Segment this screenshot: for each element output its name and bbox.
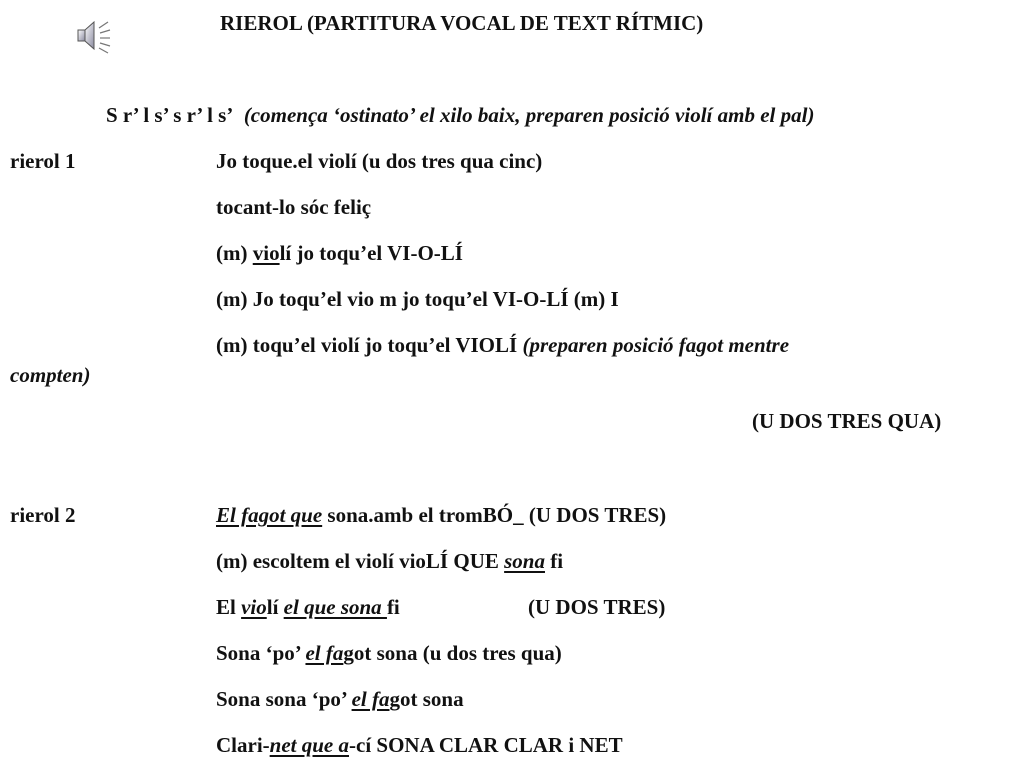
- lyric-segment-underlined: el fa: [351, 687, 390, 711]
- lyric-segment: (m) escoltem el violí vioLÍ QUE: [216, 549, 505, 573]
- lyric-line: [216, 502, 666, 528]
- lyric-line: [216, 640, 562, 666]
- lyric-segment-underlined: net que a: [269, 733, 349, 757]
- lyric-segment-underlined: vio: [241, 595, 267, 619]
- solfege-notes: S r’ l s’ s r’ l s’: [106, 103, 234, 127]
- lyric-segment: (m): [216, 241, 253, 265]
- section-label-rierol-1: rierol 1: [10, 149, 76, 173]
- intro-note: (comença ‘ostinato’ el xilo baix, preparen posició violí amb el pal): [243, 103, 815, 127]
- stage-direction: (preparen posició fagot mentre: [522, 333, 790, 357]
- lyric-segment: (m) toqu’el violí jo toqu’el VIOLÍ: [216, 333, 523, 357]
- lyric-segment: El: [216, 595, 242, 619]
- lyric-line: [216, 240, 463, 266]
- lyric-segment: fi: [544, 549, 564, 573]
- count-in: (U DOS TRES): [528, 595, 666, 619]
- lyric-line: [216, 686, 464, 712]
- lyric-segment-underlined: el que sona: [283, 595, 387, 619]
- lyric-segment: got sona (u dos tres qua): [343, 641, 562, 665]
- speaker-icon[interactable]: [72, 16, 114, 56]
- page-title: RIEROL (PARTITURA VOCAL DE TEXT RÍTMIC): [220, 11, 704, 35]
- lyric-segment: Sona sona ‘po’: [216, 687, 352, 711]
- lyric-line: tocant-lo sóc feliç: [216, 195, 372, 219]
- lyric-line: [216, 732, 623, 758]
- lyric-segment: lí: [266, 595, 284, 619]
- lyric-segment: sona.amb el tromBÓ_ (U DOS TRES): [322, 503, 667, 527]
- section-label-rierol-2: rierol 2: [10, 503, 76, 527]
- lyric-line: [216, 548, 563, 574]
- lyric-segment-underlined: el fa: [305, 641, 344, 665]
- lyric-segment: -cí SONA CLAR CLAR i NET: [349, 733, 623, 757]
- count-in: (U DOS TRES QUA): [752, 409, 942, 433]
- lyric-line: [216, 594, 400, 620]
- intro-line: [106, 102, 814, 128]
- lyric-segment-underlined: El fagot que: [216, 503, 323, 527]
- lyric-segment-underlined: sona: [504, 549, 545, 573]
- lyric-line: [216, 332, 789, 358]
- stage-direction-continued: compten): [10, 363, 91, 387]
- lyric-line: (m) Jo toqu’el vio m jo toqu’el VI-O-LÍ (m) I: [216, 287, 619, 311]
- lyric-segment: got sona: [389, 687, 464, 711]
- lyric-segment: Clari-: [216, 733, 270, 757]
- lyric-segment: lí jo toqu’el VI-O-LÍ: [279, 241, 463, 265]
- lyric-line: Jo toque.el violí (u dos tres qua cinc): [216, 149, 543, 173]
- lyric-segment: fi: [386, 595, 400, 619]
- lyric-segment-underlined: vio: [252, 241, 280, 265]
- lyric-segment: Sona ‘po’: [216, 641, 306, 665]
